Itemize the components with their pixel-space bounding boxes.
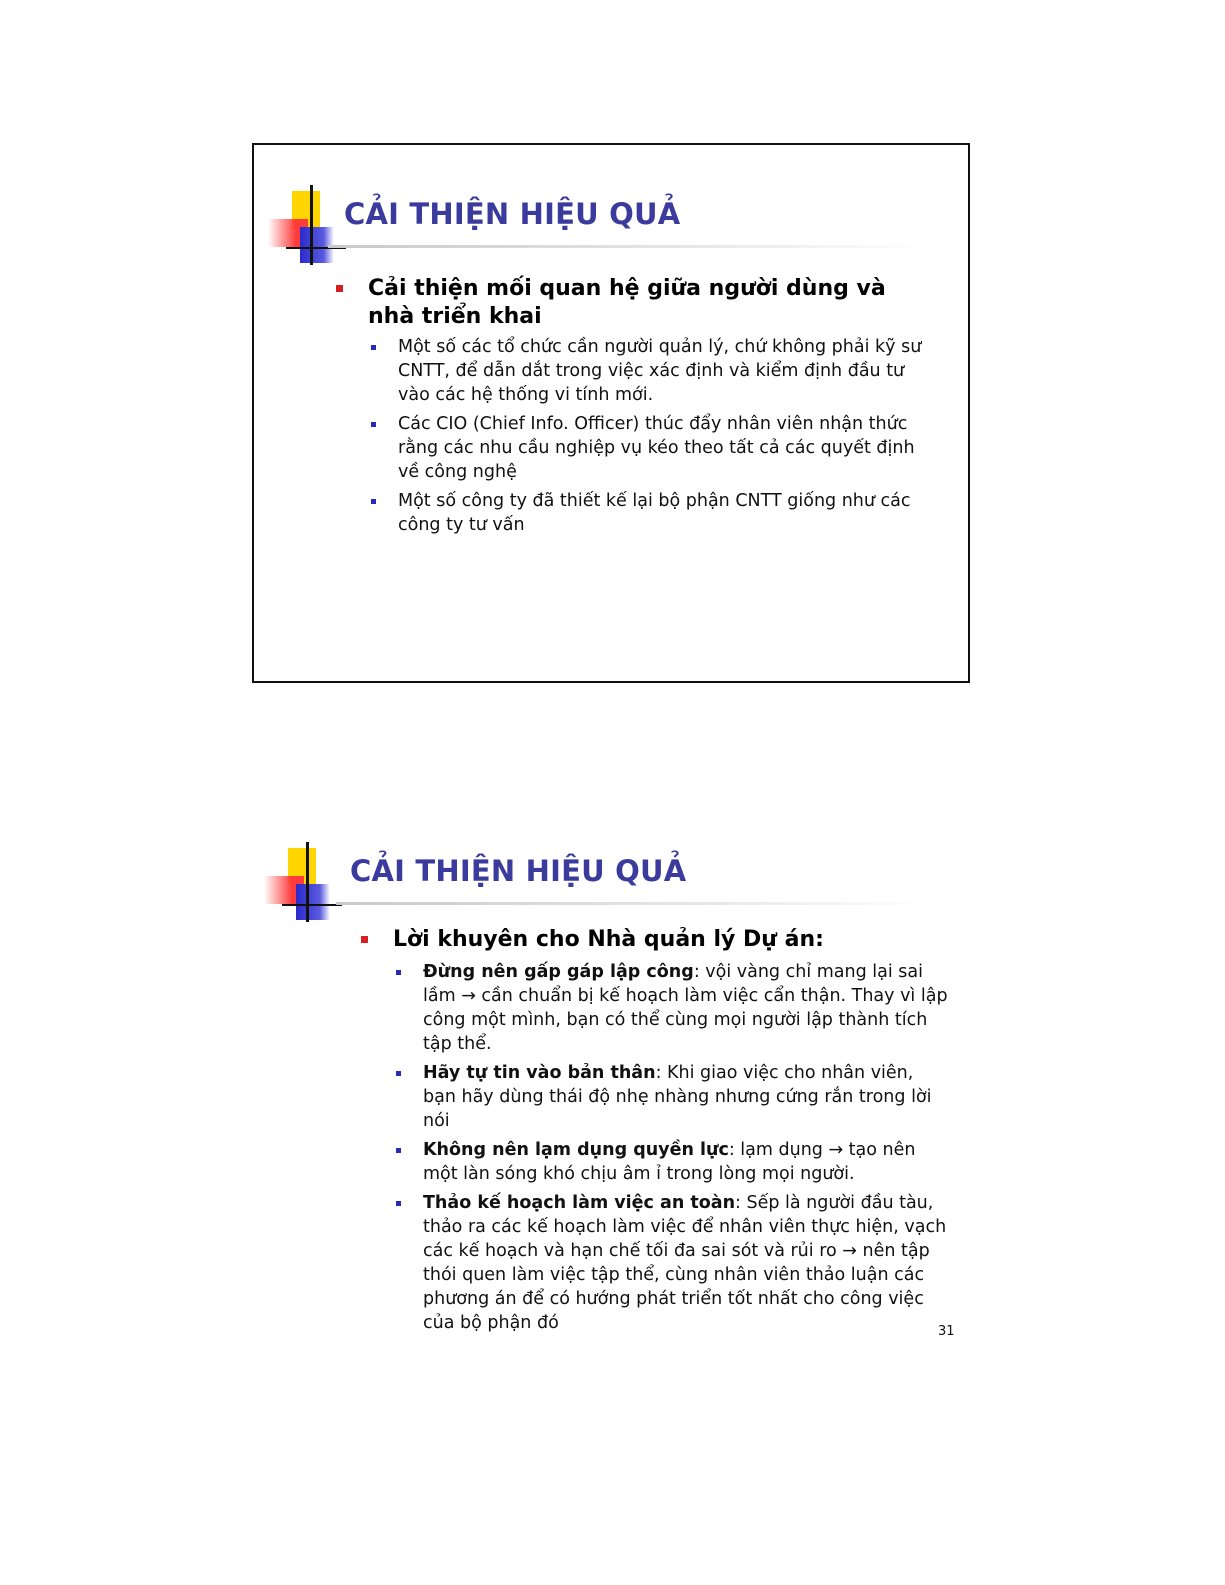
list-item xyxy=(398,335,928,407)
logo-horizontal-line xyxy=(282,904,342,906)
list-item xyxy=(423,1138,948,1186)
sub-bullet-list xyxy=(398,335,928,542)
blue-square-bullet-icon xyxy=(371,422,376,427)
list-item-text: Một số các tổ chức cần người quản lý, chứ không phải kỹ sư CNTT, để dẫn dắt trong việc xác định và kiểm định đầu tư vào các hệ thống vi tính mới. xyxy=(398,337,922,405)
list-item-bold: Hãy tự tin vào bản thân xyxy=(423,1063,656,1083)
list-item xyxy=(423,1191,948,1335)
blue-square-bullet-icon xyxy=(371,345,376,350)
slide-logo-decoration xyxy=(264,848,364,934)
list-item xyxy=(423,960,948,1056)
logo-vertical-line xyxy=(306,842,309,922)
list-item-bold: Đừng nên gấp gáp lập công xyxy=(423,962,694,982)
list-item-text: Các CIO (Chief Info. Officer) thúc đẩy nhân viên nhận thức rằng các nhu cầu nghiệp vụ kéo theo tất cả các quyết định về công nghệ xyxy=(398,414,915,482)
title-underline xyxy=(328,245,928,248)
red-square-bullet-icon xyxy=(361,936,368,943)
slide-1 xyxy=(252,143,970,683)
blue-square-bullet-icon xyxy=(396,970,401,975)
list-item-bold: Không nên lạm dụng quyền lực xyxy=(423,1140,729,1160)
list-item xyxy=(398,489,928,537)
list-item-text: Một số công ty đã thiết kế lại bộ phận CNTT giống như các công ty tư vấn xyxy=(398,491,911,535)
logo-vertical-line xyxy=(310,185,313,265)
main-bullet xyxy=(393,926,963,954)
list-item-bold: Thảo kế hoạch làm việc an toàn xyxy=(423,1193,736,1213)
main-bullet-text: Lời khuyên cho Nhà quản lý Dự án: xyxy=(393,927,824,952)
sub-bullet-list xyxy=(423,960,948,1340)
title-underline xyxy=(336,902,936,905)
blue-square-bullet-icon xyxy=(396,1148,401,1153)
list-item-text: : lạm dụng → tạo nên một làn sóng khó chịu âm ỉ trong lòng mọi người. xyxy=(423,1140,916,1184)
main-bullet xyxy=(368,275,938,331)
blue-square-bullet-icon xyxy=(396,1201,401,1206)
list-item-text: : vội vàng chỉ mang lại sai lầm → cần chuẩn bị kế hoạch làm việc cẩn thận. Thay vì lập công một mình, bạn có thể cùng mọi người lập thành tích tập thể. xyxy=(423,962,948,1054)
slide-title: CẢI THIỆN HIỆU QUẢ xyxy=(344,197,681,231)
blue-square-bullet-icon xyxy=(396,1071,401,1076)
red-square-bullet-icon xyxy=(336,285,343,292)
list-item-text: : Khi giao việc cho nhân viên, bạn hãy dùng thái độ nhẹ nhàng nhưng cứng rắn trong lời nói xyxy=(423,1063,932,1131)
blue-square-bullet-icon xyxy=(371,499,376,504)
list-item xyxy=(423,1061,948,1133)
list-item xyxy=(398,412,928,484)
main-bullet-text: Cải thiện mối quan hệ giữa người dùng và nhà triển khai xyxy=(368,276,886,329)
slide-2 xyxy=(252,830,970,1370)
slide-title: CẢI THIỆN HIỆU QUẢ xyxy=(350,854,687,888)
page-number: 31 xyxy=(938,1324,955,1339)
list-item-text: : Sếp là người đầu tàu, thảo ra các kế hoạch làm việc để nhân viên thực hiện, vạch các kế hoạch và hạn chế tối đa sai sót và rủi ro → nên tập thói quen làm việc tập thể, cùng nhân viên thảo luận các phương án để có hướng phát triển tốt nhất cho công việc của bộ phận đó xyxy=(423,1193,947,1333)
logo-blue-square xyxy=(296,884,330,920)
